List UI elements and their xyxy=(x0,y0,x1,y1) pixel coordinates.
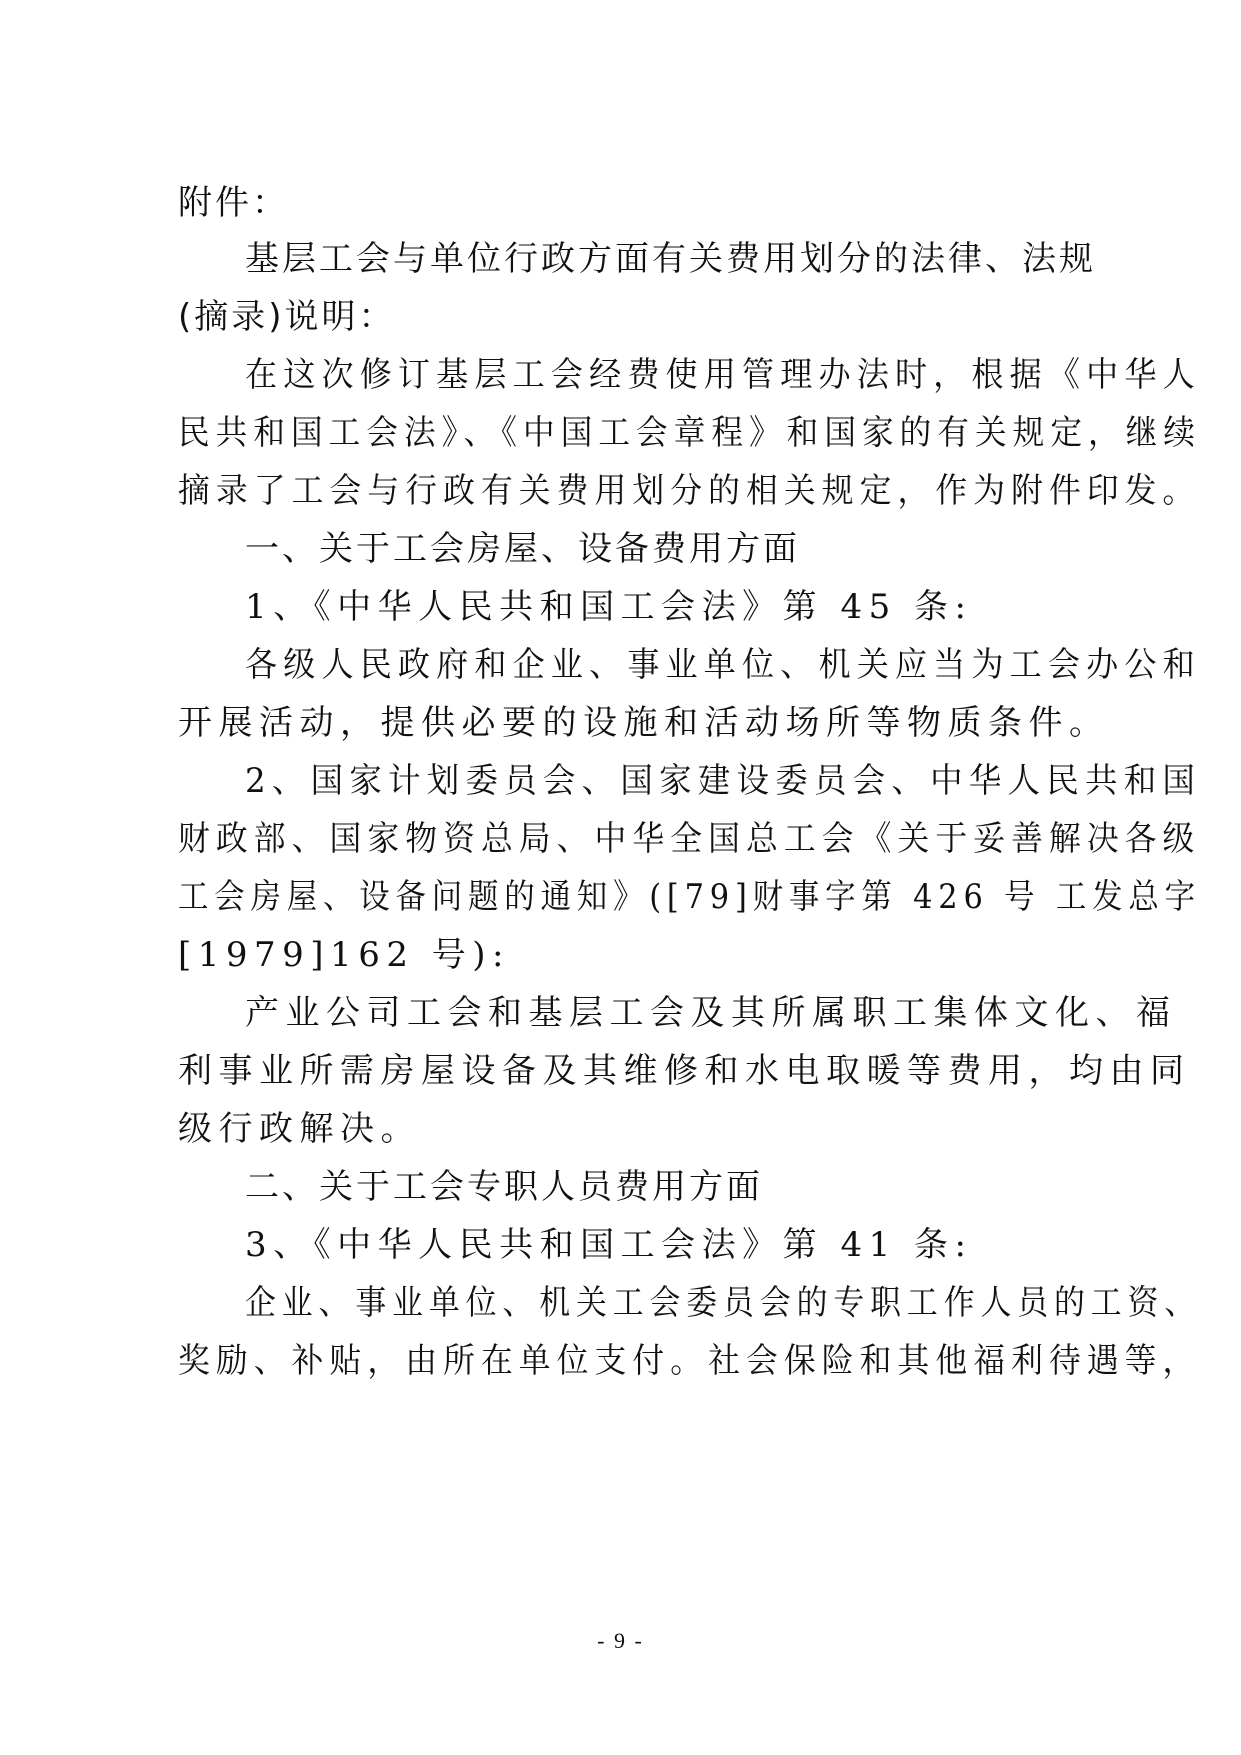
intro-line-1: 在这次修订基层工会经费使用管理办法时，根据《中华人 xyxy=(245,355,1201,395)
item-3-title: 3、《中华人民共和国工会法》第 41 条: xyxy=(245,1225,973,1265)
item-2-title-line-3: 工会房屋、设备问题的通知》([79]财事字第 426 号 工发总字 xyxy=(178,877,1201,917)
item-3-body-line-1: 企业、事业单位、机关工会委员会的专职工作人员的工资、 xyxy=(245,1283,1202,1323)
document-title-line-2: (摘录)说明： xyxy=(178,297,396,337)
item-2-title-line-4: [1979]162 号): xyxy=(178,935,510,975)
intro-line-2: 民共和国工会法》、《中国工会章程》和国家的有关规定，继续 xyxy=(178,413,1201,453)
attachment-label: 附件： xyxy=(178,183,289,223)
item-1-body-line-2: 开展活动，提供必要的设施和活动场所等物质条件。 xyxy=(178,703,1110,743)
document-title-line-1: 基层工会与单位行政方面有关费用划分的法律、法规 xyxy=(245,239,1096,279)
section-2-heading: 二、关于工会专职人员费用方面 xyxy=(245,1167,763,1207)
section-1-heading: 一、关于工会房屋、设备费用方面 xyxy=(245,529,800,569)
item-2-body-line-2: 利事业所需房屋设备及其维修和水电取暖等费用，均由同 xyxy=(178,1051,1191,1091)
item-2-title-line-1: 2、国家计划委员会、国家建设委员会、中华人民共和国 xyxy=(245,761,1202,801)
item-1-title: 1、《中华人民共和国工会法》第 45 条: xyxy=(245,587,973,627)
intro-line-3: 摘录了工会与行政有关费用划分的相关规定，作为附件印发。 xyxy=(178,471,1201,511)
item-3-body-line-2: 奖励、补贴，由所在单位支付。社会保险和其他福利待遇等， xyxy=(178,1341,1201,1381)
item-2-title-line-2: 财政部、国家物资总局、中华全国总工会《关于妥善解决各级 xyxy=(178,819,1201,859)
item-2-body-line-3: 级行政解决。 xyxy=(178,1109,421,1149)
page-number: - 9 - xyxy=(597,1628,644,1653)
item-1-body-line-1: 各级人民政府和企业、事业单位、机关应当为工会办公和 xyxy=(245,645,1201,685)
item-2-body-line-1: 产业公司工会和基层工会及其所属职工集体文化、福 xyxy=(245,993,1177,1033)
